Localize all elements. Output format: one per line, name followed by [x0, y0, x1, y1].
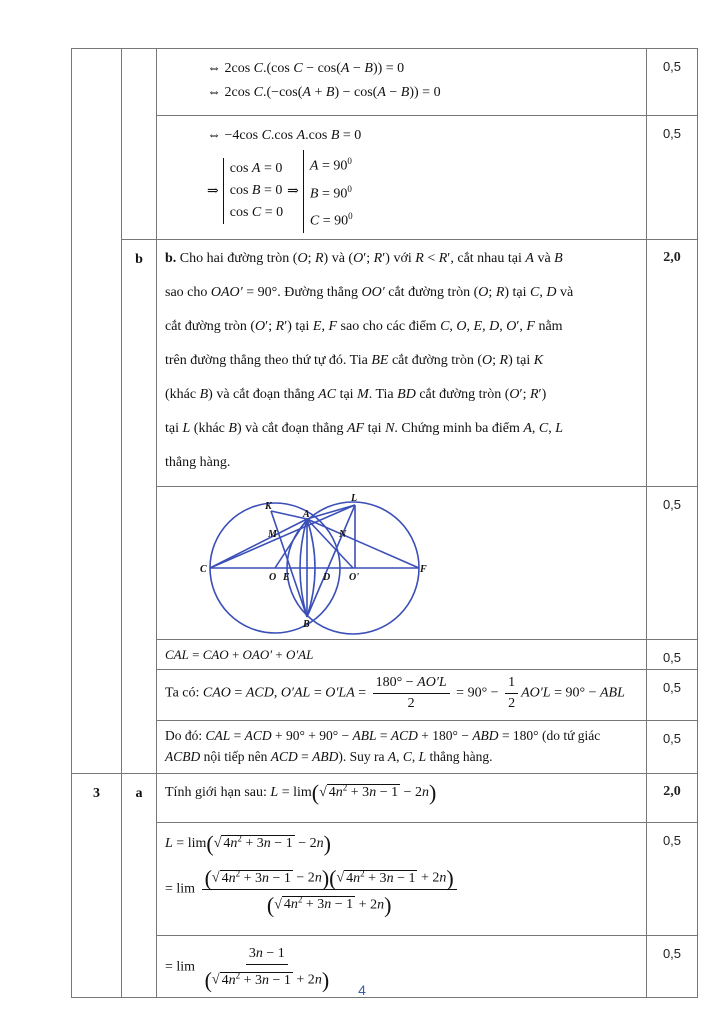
math-cal: CAL = CAO + OAO′ + O′AL	[157, 639, 647, 669]
part-lead: b.	[165, 250, 177, 266]
table-row	[72, 669, 698, 720]
math-ta-co: Ta có: CAO = ACD, O′AL = O′LA = $\frac{180^\circ - AO'L}{2}$ = 90° − $\frac{1}{2}$ AO′L = 90° − ABL	[157, 669, 647, 720]
math-step-1: ⇔ 2cos C.(cos C − cos(A − B)) = 0 ⇔ 2cos C.(−cos(A + B) − cos(A − B)) = 0	[157, 49, 647, 116]
table-row	[72, 239, 698, 486]
score-cell: 2,0	[647, 773, 698, 822]
geometry-figure	[157, 487, 646, 639]
label-m: M	[268, 528, 277, 540]
math-do-do: Do đó: CAL = ACD + 90° + 90° − ABL = ACD + 180° − ABD = 180° (do tứ giác ACBD nội tiếp nên ACD = ABD). Suy ra A, C, L thẳng hàng.	[157, 720, 647, 773]
label-a: A	[303, 508, 310, 520]
label-o-prime: O'	[349, 571, 359, 583]
score-cell: 2,0	[647, 239, 698, 486]
score-cell: 0,5	[647, 49, 698, 116]
table-row	[72, 773, 698, 822]
sub-cell	[122, 49, 157, 240]
score-cell: 0,5	[647, 116, 698, 240]
score-cell: 0,5	[647, 720, 698, 773]
table-row	[72, 720, 698, 773]
label-l: L	[351, 492, 358, 504]
score-cell: 0,5	[647, 935, 698, 997]
math-step-2: ⇔ −4cos C.cos A.cos B = 0 ⇒ cos A = 0 cos B = 0 cos C = 0 ⇒ $A = 90^0$ $B = 90^0$ $C = 90^0$	[157, 116, 647, 240]
page-number: 4	[358, 982, 366, 998]
label-d: D	[323, 571, 331, 583]
label-c: C	[200, 563, 207, 575]
sub-label-b: b	[122, 239, 157, 773]
label-f: F	[420, 563, 427, 575]
label-o: O	[269, 571, 277, 583]
label-n: N	[339, 528, 347, 540]
problem-b-statement: b. Cho hai đường tròn (O; R) và (O′; R′) với R < R′, cắt nhau tại A và B sao cho OAO′ = 90°. Đường thẳng OO′ cắt đường tròn (O; R) tại C, D và cắt đường tròn (O′; R′) tại E, F sao cho các điểm C, O, E, D, O′, F nằm trên đường thẳng theo thứ tự đó. Tia BE cắt đường tròn (O; R) tại K (khác B) và cắt đoạn thẳng AC tại M. Tia BD cắt đường tròn (O′; R′) tại L (khác B) và cắt đoạn thẳng AF tại N. Chứng minh ba điểm A, C, L thẳng hàng.	[157, 239, 647, 486]
answer-table	[71, 48, 698, 998]
label-k: K	[265, 500, 272, 512]
score-cell: 0,5	[647, 822, 698, 935]
table-row	[72, 49, 698, 116]
label-e: E	[283, 571, 290, 583]
question-cell	[72, 49, 122, 774]
table-row	[72, 822, 698, 935]
sub-label-a: a	[122, 773, 157, 997]
table-row	[72, 116, 698, 240]
score-cell: 0,5	[647, 669, 698, 720]
table-row	[72, 639, 698, 669]
label-b: B	[303, 618, 310, 630]
question-number: 3	[72, 773, 122, 997]
math-limit-step-1: L = lim(√ $4n^2 + 3n - 1 - 2n$) = lim $\frac{(√ 4n^2 + 3n - 1 - 2n)(√ 4n^2 + 3n - 1 + 2n)}{(√ 4n^2 + 3n - 1 + 2n)}$	[157, 822, 647, 935]
table-row	[72, 486, 698, 639]
problem-3a: Tính giới hạn sau: L = lim(√ $4n^2 + 3n - 1 - 2n$)	[157, 773, 647, 822]
score-cell: 0,5	[647, 486, 698, 639]
math-limit-step-2: = lim $\frac{3n - 1}{(√ 4n^2 + 3n - 1 + 2n)}$	[157, 935, 647, 997]
score-cell: 0,5	[647, 639, 698, 669]
figure-cell	[157, 486, 647, 639]
